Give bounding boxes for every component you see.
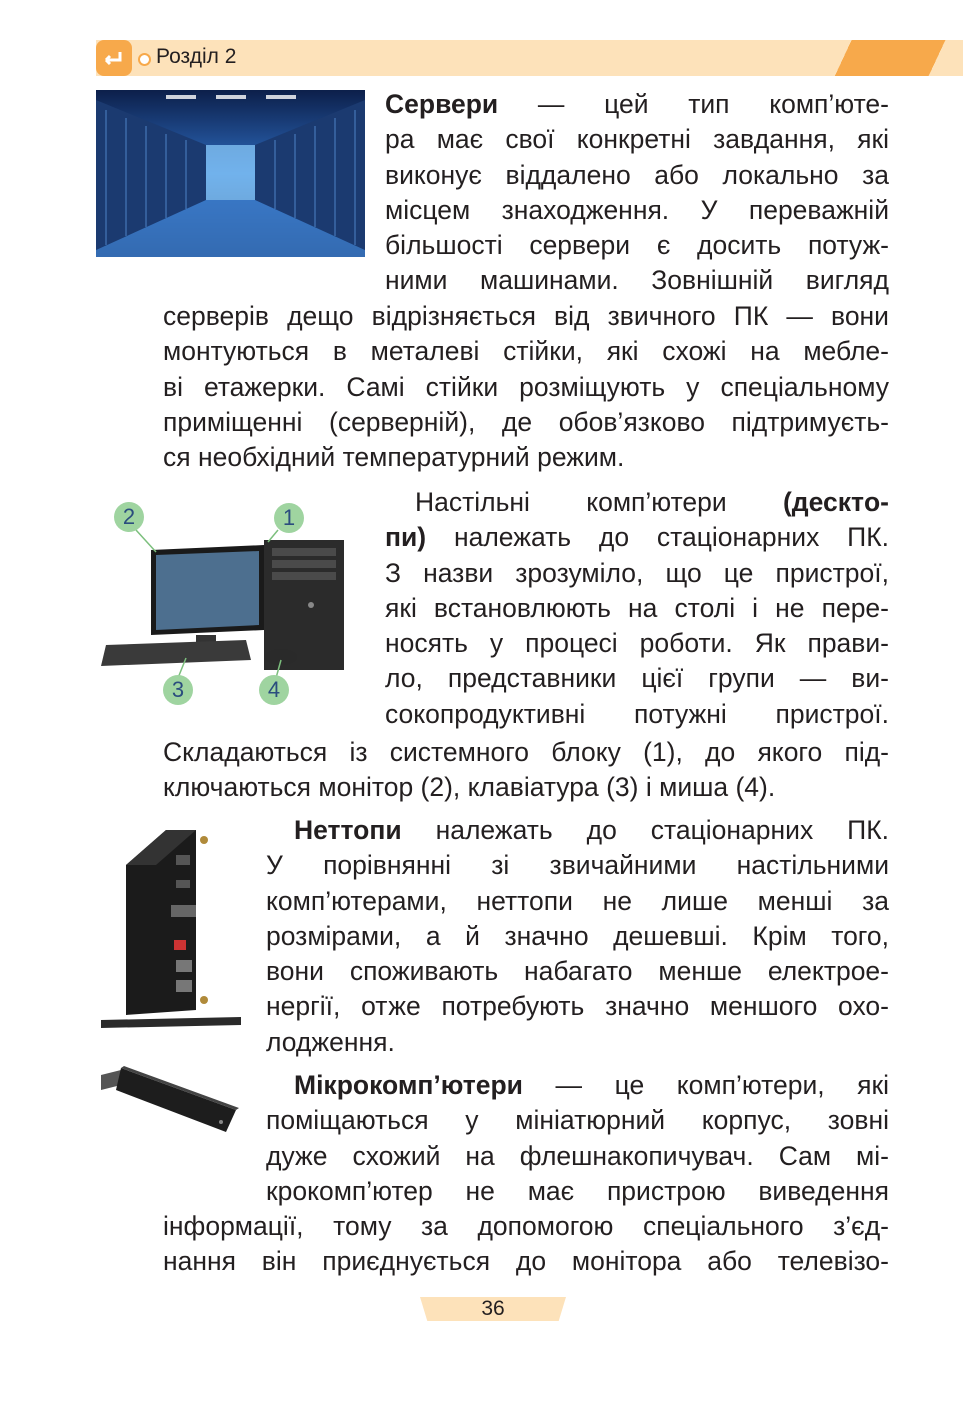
server-room-image <box>96 90 365 257</box>
page-number: 36 <box>481 1297 505 1320</box>
nettops-term: Неттопи <box>294 815 402 845</box>
badge-1: 1 <box>274 503 304 533</box>
badge-2: 2 <box>114 502 144 532</box>
section-icon <box>96 40 132 76</box>
servers-paragraph: Сервери — цей тип комп’юте- ра має свої конкретні завдання, які виконує віддалено або локально за місцем знаходження. У переважній більшості сервери є досить потуж- ними машинами. Зовнішній вигляд <box>385 89 889 296</box>
bullet-dot-icon <box>138 53 151 66</box>
badge-4: 4 <box>259 675 289 705</box>
desktops-paragraph: Настільні комп’ютери (десктo- пи) належать до стаціонарних ПК. З назви зрозуміло, що це пристрої, які встановлюють на столі і не пере- носять у процесі роботи. Як прави- ло, представники цієї групи — ви- сокопродуктивні потужні пристрої. <box>385 487 889 729</box>
servers-paragraph-cont: серверів дещо відрізняється від звичного ПК — вони монтуються в металеві стійки, які схожі на мебле- ві етажерки. Самі стійки розміщують у спеціальному приміщенні (серверній), де обов’язково підтримуєть- ся необхідний температурний режим. <box>163 301 889 473</box>
microcomputer-stick-image <box>96 1060 246 1140</box>
microcomputers-term: Мікрокомп’ютери <box>294 1070 523 1100</box>
desktop-computer-image <box>96 500 366 710</box>
microcomputers-paragraph-cont: інформації, тому за допомогою спеціального з’єд- нання він приєднується до монітора або телевізо- <box>163 1211 889 1277</box>
badge-3: 3 <box>163 675 193 705</box>
nettop-image <box>96 825 246 1030</box>
nettops-paragraph: Неттопи належать до стаціонарних ПК. У порівнянні зі звичайними настільними комп’ютерами, неттопи не лише менші за розмірами, а й значно дешевші. Крім того, вони споживають набагато менше електрое- нергії, отже потребують значно меншого охо- лодження. <box>266 815 889 1057</box>
section-label: Розділ 2 <box>156 45 237 68</box>
microcomputers-paragraph: Мікрокомп’ютери — це комп’ютери, які поміщаються у мініатюрний корпус, зовні дуже схожий на флешнакопичувач. Сам мі- крокомп’ютер не має пристрою виведення <box>266 1070 889 1206</box>
servers-term: Сервери <box>385 89 499 119</box>
desktops-paragraph-cont: Складаються із системного блоку (1), до якого під- ключаються монітор (2), клавіатура (3) і миша (4). <box>163 737 889 803</box>
